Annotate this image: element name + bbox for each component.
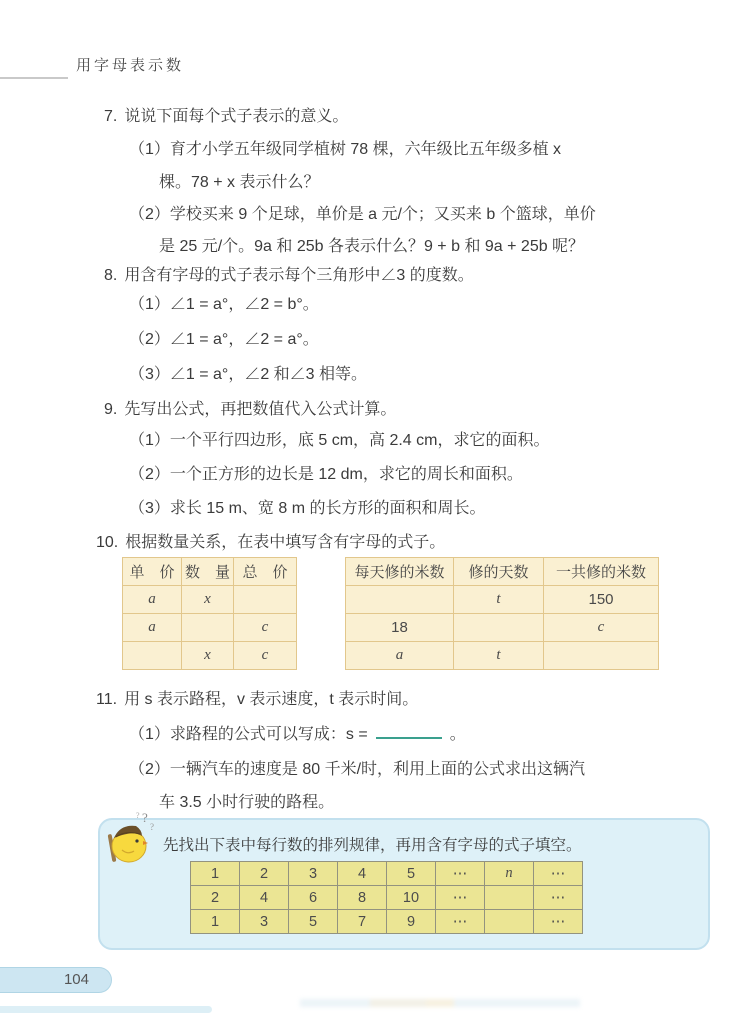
question-11	[96, 686, 418, 709]
question-7-item-1-line-1: （1）育才小学五年级同学植树 78 棵，六年级比五年级多植 x	[129, 141, 562, 158]
pattern-cell: ⋯	[534, 862, 583, 886]
question-11-item-1	[129, 721, 466, 744]
question-7	[104, 103, 348, 126]
question-9-number: 9.	[104, 401, 118, 418]
svg-text:?: ?	[142, 810, 148, 825]
pattern-cell: 9	[387, 910, 436, 934]
price-table-header-unit-price: 单 价	[123, 558, 182, 586]
question-8	[104, 262, 474, 285]
question-11-item-1-suffix: 。	[449, 726, 466, 743]
question-7-item-1-line-2: 棵。78 + x 表示什么？	[159, 174, 320, 191]
question-7-item-2-line-1: （2）学校买来 9 个足球，单价是 a 元/个；又买来 b 个篮球，单价	[129, 206, 596, 223]
question-9-item-1: （1）一个平行四边形，底 5 cm，高 2.4 cm，求它的面积。	[129, 432, 550, 449]
table-row	[123, 586, 297, 614]
question-8-item-1: （1）∠1 = a°，∠2 = b°。	[129, 296, 319, 313]
question-10	[96, 529, 445, 552]
pattern-cell: 10	[387, 886, 436, 910]
repair-table-header-per-day: 每天修的米数	[346, 558, 454, 586]
table-row	[123, 642, 297, 670]
repair-meters-table	[345, 557, 659, 670]
price-table-cell: x	[182, 586, 234, 614]
question-9-item-2: （2）一个正方形的边长是 12 dm，求它的周长和面积。	[129, 466, 523, 483]
repair-table-cell-blank	[544, 642, 659, 670]
question-11-item-1-prefix: （1）求路程的公式可以写成：s =	[129, 726, 368, 743]
question-11-item-2-line-2: 车 3.5 小时行驶的路程。	[159, 794, 335, 811]
question-8-item-3: （3）∠1 = a°，∠2 和∠3 相等。	[129, 366, 368, 383]
pattern-cell: 4	[240, 886, 289, 910]
pattern-cell: n	[485, 862, 534, 886]
pattern-cell: 3	[240, 910, 289, 934]
price-table-cell: x	[182, 642, 234, 670]
mascot-chick-icon	[102, 810, 158, 870]
pattern-cell: ⋯	[436, 910, 485, 934]
question-9-item-3: （3）求长 15 m、宽 8 m 的长方形的面积和周长。	[129, 500, 486, 517]
question-11-number: 11.	[96, 691, 118, 708]
repair-table-header-days: 修的天数	[454, 558, 544, 586]
price-table-cell-blank	[123, 642, 182, 670]
pattern-cell: 8	[338, 886, 387, 910]
pattern-cell: 1	[191, 862, 240, 886]
question-7-number: 7.	[104, 108, 118, 125]
pattern-cell-blank	[485, 886, 534, 910]
pattern-cell-blank	[485, 910, 534, 934]
page-bleed-smudge	[300, 999, 580, 1007]
pattern-cell: 3	[289, 862, 338, 886]
table-row	[123, 614, 297, 642]
repair-table-cell: 18	[346, 614, 454, 642]
price-table-cell-blank	[234, 586, 297, 614]
table-row	[191, 886, 583, 910]
question-9	[104, 396, 396, 419]
question-8-item-2: （2）∠1 = a°，∠2 = a°。	[129, 331, 319, 348]
pattern-cell: ⋯	[534, 886, 583, 910]
table-row	[191, 910, 583, 934]
pattern-cell: 4	[338, 862, 387, 886]
repair-table-cell: 150	[544, 586, 659, 614]
pattern-cell: ⋯	[436, 886, 485, 910]
page-number-badge: 104	[0, 967, 112, 993]
price-table-cell: a	[123, 614, 182, 642]
repair-table-cell-blank	[346, 586, 454, 614]
price-table-cell: a	[123, 586, 182, 614]
chapter-title: 用字母表示数	[76, 57, 185, 74]
price-table-cell-blank	[182, 614, 234, 642]
question-11-item-2-line-1: （2）一辆汽车的速度是 80 千米/时，利用上面的公式求出这辆汽	[129, 761, 586, 778]
repair-table-cell-blank	[454, 614, 544, 642]
table-row	[123, 558, 297, 586]
question-8-number: 8.	[104, 267, 118, 284]
footer-decor-strip	[0, 1006, 212, 1013]
question-9-text: 先写出公式，再把数值代入公式计算。	[124, 401, 397, 418]
table-row	[346, 642, 659, 670]
price-table-cell: c	[234, 614, 297, 642]
price-table-header-quantity: 数 量	[182, 558, 234, 586]
question-7-text: 说说下面每个式子表示的意义。	[124, 108, 349, 125]
question-10-number: 10.	[96, 534, 119, 551]
pattern-cell: 2	[191, 886, 240, 910]
question-7-item-2-line-2: 是 25 元/个。9a 和 25b 各表示什么？9 + b 和 9a + 25b 呢？	[159, 238, 585, 255]
question-8-text: 用含有字母的式子表示每个三角形中∠3 的度数。	[124, 267, 474, 284]
table-row	[346, 586, 659, 614]
price-quantity-table	[122, 557, 297, 670]
number-pattern-table	[190, 861, 583, 934]
tip-box-text: 先找出下表中每行数的排列规律，再用含有字母的式子填空。	[163, 837, 582, 854]
svg-text:?: ?	[136, 811, 140, 820]
pattern-cell: 1	[191, 910, 240, 934]
question-11-text: 用 s 表示路程，v 表示速度，t 表示时间。	[124, 691, 419, 708]
table-row	[346, 614, 659, 642]
pattern-cell: 2	[240, 862, 289, 886]
header-rule	[0, 77, 68, 79]
pattern-cell: 5	[289, 910, 338, 934]
table-row	[346, 558, 659, 586]
pattern-cell: ⋯	[534, 910, 583, 934]
repair-table-cell: a	[346, 642, 454, 670]
table-row	[191, 862, 583, 886]
pattern-cell: ⋯	[436, 862, 485, 886]
fill-in-blank-line	[376, 723, 442, 739]
repair-table-header-total: 一共修的米数	[544, 558, 659, 586]
svg-text:?: ?	[150, 822, 154, 832]
repair-table-cell: t	[454, 586, 544, 614]
repair-table-cell: t	[454, 642, 544, 670]
price-table-header-total: 总 价	[234, 558, 297, 586]
repair-table-cell: c	[544, 614, 659, 642]
pattern-cell: 6	[289, 886, 338, 910]
pattern-cell: 7	[338, 910, 387, 934]
pattern-cell: 5	[387, 862, 436, 886]
price-table-cell: c	[234, 642, 297, 670]
question-10-text: 根据数量关系，在表中填写含有字母的式子。	[125, 534, 446, 551]
